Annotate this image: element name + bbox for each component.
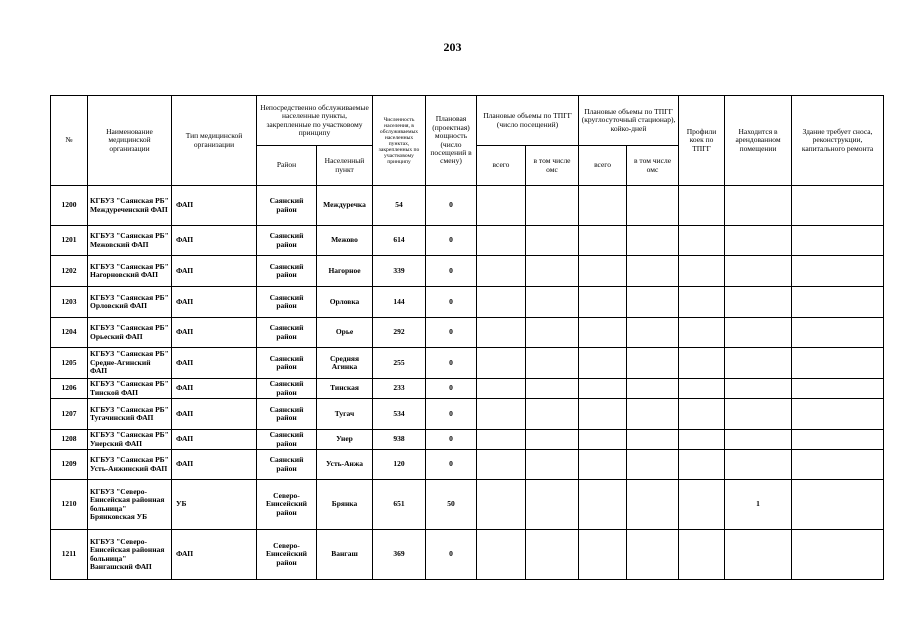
cell-visits-oms [526,379,579,399]
cell-capacity: 0 [426,186,477,226]
cell-district: Саянский район [257,450,317,480]
cell-visits-total [477,287,526,318]
col-served-group: Непосредственно обслуживаемые населенные пункты, закрепленные по участковому принципу [257,96,373,146]
cell-visits-oms [526,399,579,430]
cell-org-type: ФАП [172,256,257,287]
cell-settlement: Вангаш [317,530,373,580]
cell-visits-oms [526,348,579,379]
cell-district: Саянский район [257,430,317,450]
cell-num: 1206 [51,379,88,399]
cell-hosp-oms [627,430,679,450]
cell-visits-total [477,186,526,226]
cell-org-name: КГБУЗ "Саянская РБ" Орловский ФАП [88,287,172,318]
cell-district: Саянский район [257,186,317,226]
cell-org-type: ФАП [172,318,257,348]
table-row [51,287,884,318]
cell-org-name: КГБУЗ "Саянская РБ" Средне-Агинский ФАП [88,348,172,379]
cell-population: 614 [373,226,426,256]
cell-visits-total [477,430,526,450]
cell-hosp-total [579,450,627,480]
cell-capacity: 0 [426,430,477,450]
cell-rented [725,530,792,580]
cell-org-type: ФАП [172,450,257,480]
cell-capacity: 0 [426,450,477,480]
cell-repair [792,379,884,399]
cell-hosp-oms [627,348,679,379]
cell-num: 1204 [51,318,88,348]
cell-visits-oms [526,530,579,580]
table-row [51,226,884,256]
cell-capacity: 0 [426,318,477,348]
cell-org-name: КГБУЗ "Саянская РБ" Орьеский ФАП [88,318,172,348]
cell-population: 369 [373,530,426,580]
cell-num: 1209 [51,450,88,480]
cell-org-name: КГБУЗ "Саянская РБ" Тинской ФАП [88,379,172,399]
col-settlement: Населенный пункт [317,146,373,186]
cell-population: 292 [373,318,426,348]
cell-rented [725,256,792,287]
cell-org-name: КГБУЗ "Саянская РБ" Межовский ФАП [88,226,172,256]
cell-settlement: Орье [317,318,373,348]
cell-org-name: КГБУЗ "Саянская РБ" Междуреченский ФАП [88,186,172,226]
cell-hosp-oms [627,287,679,318]
cell-org-type: ФАП [172,226,257,256]
cell-visits-oms [526,430,579,450]
cell-org-type: ФАП [172,430,257,450]
cell-org-type: ФАП [172,348,257,379]
cell-org-name: КГБУЗ "Северо-Енисейская районная больница" Вангашский ФАП [88,530,172,580]
cell-visits-total [477,399,526,430]
cell-population: 534 [373,399,426,430]
cell-district: Саянский район [257,287,317,318]
cell-visits-oms [526,256,579,287]
cell-settlement: Междуречка [317,186,373,226]
col-org-type: Тип медицинской организации [172,96,257,186]
cell-settlement: Межово [317,226,373,256]
cell-population: 233 [373,379,426,399]
cell-org-name: КГБУЗ "Саянская РБ" Унерский ФАП [88,430,172,450]
cell-visits-total [477,318,526,348]
cell-population: 651 [373,480,426,530]
cell-repair [792,186,884,226]
cell-beds-profile [679,530,725,580]
cell-population: 339 [373,256,426,287]
cell-rented [725,186,792,226]
table-row [51,399,884,430]
cell-visits-total [477,226,526,256]
cell-district: Саянский район [257,399,317,430]
cell-district: Саянский район [257,226,317,256]
cell-num: 1210 [51,480,88,530]
table-row [51,530,884,580]
cell-district: Саянский район [257,318,317,348]
cell-num: 1202 [51,256,88,287]
cell-beds-profile [679,226,725,256]
cell-visits-oms [526,450,579,480]
cell-district: Саянский район [257,379,317,399]
page-number: 203 [443,40,462,54]
cell-org-type: ФАП [172,287,257,318]
cell-hosp-total [579,256,627,287]
col-repair: Здание требует сноса, реконструкции, капитального ремонта [792,96,884,186]
cell-rented [725,450,792,480]
cell-beds-profile [679,430,725,450]
cell-beds-profile [679,480,725,530]
cell-capacity: 0 [426,256,477,287]
cell-hosp-oms [627,256,679,287]
cell-hosp-total [579,318,627,348]
cell-beds-profile [679,318,725,348]
cell-hosp-oms [627,318,679,348]
cell-repair [792,480,884,530]
cell-rented: 1 [725,480,792,530]
cell-hosp-oms [627,186,679,226]
cell-hosp-oms [627,379,679,399]
cell-org-type: ФАП [172,186,257,226]
cell-beds-profile [679,348,725,379]
col-district: Район [257,146,317,186]
col-tpgg-visits: Плановые объемы по ТПГГ (число посещений) [477,96,579,146]
table-row [51,450,884,480]
cell-beds-profile [679,186,725,226]
cell-settlement: Орловка [317,287,373,318]
cell-capacity: 0 [426,379,477,399]
cell-rented [725,399,792,430]
cell-capacity: 0 [426,399,477,430]
table-row [51,348,884,379]
cell-population: 255 [373,348,426,379]
cell-beds-profile [679,287,725,318]
cell-rented [725,287,792,318]
cell-num: 1200 [51,186,88,226]
col-visits-total: всего [477,146,526,186]
cell-settlement: Унер [317,430,373,450]
cell-visits-total [477,480,526,530]
cell-hosp-total [579,430,627,450]
col-hosp-oms: в том числе омс [627,146,679,186]
cell-repair [792,318,884,348]
cell-visits-total [477,348,526,379]
cell-repair [792,256,884,287]
cell-population: 54 [373,186,426,226]
cell-beds-profile [679,399,725,430]
cell-capacity: 0 [426,226,477,256]
cell-rented [725,226,792,256]
table-body [51,186,884,580]
cell-hosp-total [579,186,627,226]
cell-district: Саянский район [257,256,317,287]
cell-hosp-total [579,530,627,580]
cell-visits-total [477,256,526,287]
cell-beds-profile [679,256,725,287]
cell-hosp-oms [627,480,679,530]
cell-num: 1205 [51,348,88,379]
cell-org-name: КГБУЗ "Северо-Енисейская районная больница" Брянковская УБ [88,480,172,530]
cell-settlement: Брянка [317,480,373,530]
cell-repair [792,399,884,430]
cell-visits-oms [526,480,579,530]
cell-org-name: КГБУЗ "Саянская РБ" Тугачинский ФАП [88,399,172,430]
cell-rented [725,430,792,450]
cell-capacity: 0 [426,348,477,379]
cell-settlement: Тугач [317,399,373,430]
cell-num: 1207 [51,399,88,430]
cell-rented [725,379,792,399]
cell-capacity: 50 [426,480,477,530]
cell-beds-profile [679,379,725,399]
cell-hosp-total [579,399,627,430]
facilities-table [50,95,884,580]
cell-district: Северо-Енисейский район [257,530,317,580]
cell-settlement: Усть-Анжа [317,450,373,480]
cell-visits-total [477,530,526,580]
cell-visits-oms [526,287,579,318]
cell-hosp-oms [627,226,679,256]
cell-repair [792,530,884,580]
cell-rented [725,348,792,379]
cell-hosp-oms [627,530,679,580]
cell-visits-total [477,379,526,399]
cell-district: Саянский район [257,348,317,379]
cell-num: 1208 [51,430,88,450]
table-row [51,318,884,348]
cell-org-type: ФАП [172,399,257,430]
cell-org-type: ФАП [172,530,257,580]
cell-beds-profile [679,450,725,480]
cell-org-type: УБ [172,480,257,530]
cell-rented [725,318,792,348]
col-num: № [51,96,88,186]
cell-settlement: Нагорное [317,256,373,287]
cell-hosp-total [579,379,627,399]
cell-settlement: Тинская [317,379,373,399]
table-row [51,379,884,399]
cell-population: 144 [373,287,426,318]
cell-capacity: 0 [426,287,477,318]
table-row [51,480,884,530]
cell-repair [792,430,884,450]
cell-hosp-oms [627,450,679,480]
cell-district: Северо-Енисейский район [257,480,317,530]
col-org-name: Наименование медицинской организации [88,96,172,186]
cell-hosp-oms [627,399,679,430]
cell-org-type: ФАП [172,379,257,399]
cell-hosp-total [579,480,627,530]
table-row [51,430,884,450]
cell-num: 1203 [51,287,88,318]
cell-settlement: Средняя Агинка [317,348,373,379]
cell-population: 938 [373,430,426,450]
table-row [51,256,884,287]
cell-org-name: КГБУЗ "Саянская РБ" Усть-Анжинский ФАП [88,450,172,480]
cell-num: 1201 [51,226,88,256]
cell-hosp-total [579,226,627,256]
cell-capacity: 0 [426,530,477,580]
cell-visits-oms [526,186,579,226]
table-row [51,186,884,226]
cell-visits-total [477,450,526,480]
col-rented: Находится в арендованном помещении [725,96,792,186]
col-capacity: Плановая (проектная) мощность (число посещений в смену) [426,96,477,186]
cell-hosp-total [579,287,627,318]
cell-population: 120 [373,450,426,480]
cell-repair [792,348,884,379]
cell-num: 1211 [51,530,88,580]
col-tpgg-hospital: Плановые объемы по ТПГГ (круглосуточный стационар), койко-дней [579,96,679,146]
cell-repair [792,287,884,318]
cell-visits-oms [526,318,579,348]
col-visits-oms: в том числе омс [526,146,579,186]
col-beds-profile: Профили коек по ТПГГ [679,96,725,186]
col-hosp-total: всего [579,146,627,186]
cell-hosp-total [579,348,627,379]
cell-org-name: КГБУЗ "Саянская РБ" Нагорновский ФАП [88,256,172,287]
col-population: Численность населения, в обслуживаемых населенных пунктах, закрепленных по участковому принципу [373,96,426,186]
cell-visits-oms [526,226,579,256]
cell-repair [792,450,884,480]
cell-repair [792,226,884,256]
